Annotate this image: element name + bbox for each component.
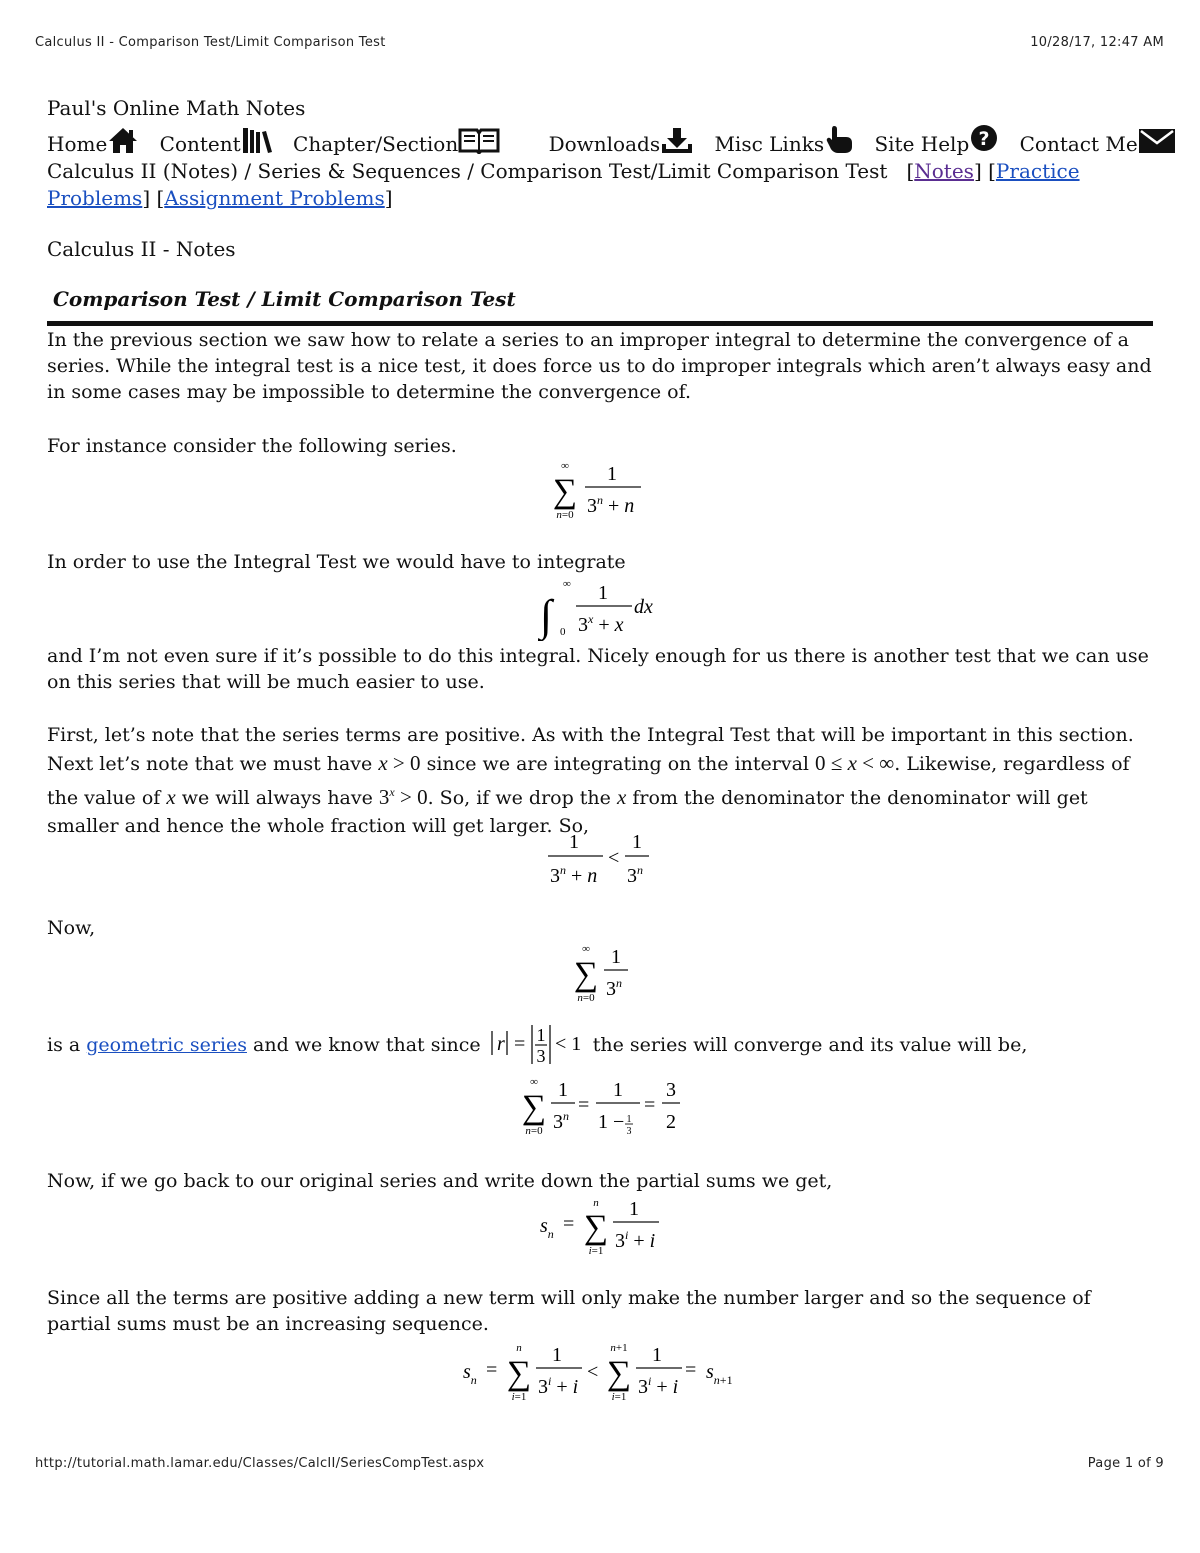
svg-text:n=0: n=0 bbox=[525, 1125, 543, 1137]
svg-text:=: = bbox=[513, 1033, 525, 1055]
books-icon bbox=[241, 126, 273, 154]
inline-math-x: x bbox=[166, 785, 176, 809]
svg-text:3: 3 bbox=[666, 1079, 676, 1101]
envelope-icon bbox=[1138, 126, 1176, 154]
svg-text:sn+1: $s_{n+1}$ bbox=[706, 1361, 733, 1387]
paragraph-integral-intro: In order to use the Integral Test we would have to integrate bbox=[47, 551, 626, 573]
equation-series bbox=[545, 458, 655, 524]
svg-text:∑: ∑ bbox=[506, 1355, 532, 1392]
svg-text:1: 1 bbox=[626, 1114, 632, 1125]
equation-increasing-partial-sums bbox=[461, 1338, 741, 1404]
svg-text:3i + i: $3^i + i$ bbox=[615, 1228, 656, 1252]
notes-link[interactable]: Notes bbox=[914, 159, 974, 183]
svg-text:dx: dx bbox=[634, 596, 653, 618]
svg-text:1: 1 bbox=[569, 831, 579, 853]
svg-text:∑: ∑ bbox=[552, 473, 578, 510]
svg-text:1: 1 bbox=[552, 1344, 562, 1366]
download-icon bbox=[660, 126, 694, 154]
svg-text:3n + n: $3^n + n$ bbox=[550, 863, 598, 887]
svg-text:<: < bbox=[608, 847, 620, 869]
paragraph-now: Now, bbox=[47, 917, 96, 939]
inline-math-x-2: x bbox=[616, 785, 627, 809]
svg-text:?: ? bbox=[978, 128, 990, 150]
pointer-hand-icon bbox=[824, 124, 854, 154]
svg-text:1: 1 bbox=[629, 1198, 639, 1220]
svg-text:n+1: n+1 bbox=[610, 1342, 628, 1354]
equation-partial-sum bbox=[538, 1194, 663, 1258]
heading-rule bbox=[47, 321, 1153, 326]
svg-text:=: = bbox=[685, 1359, 697, 1381]
svg-text:<: < bbox=[587, 1361, 599, 1383]
svg-text:∞: ∞ bbox=[530, 1076, 538, 1088]
equation-geometric-series bbox=[568, 940, 638, 1006]
svg-text:1: 1 bbox=[652, 1344, 662, 1366]
svg-text:1: 1 bbox=[536, 1025, 546, 1045]
svg-text:0: 0 bbox=[560, 626, 566, 638]
svg-text:2: 2 bbox=[666, 1111, 676, 1133]
print-timestamp: 10/28/17, 12:47 AM bbox=[1030, 35, 1164, 50]
svg-text:∞: ∞ bbox=[582, 943, 590, 955]
equation-inequality bbox=[545, 826, 657, 892]
svg-text:1 −: 1 − bbox=[598, 1111, 625, 1133]
assignment-problems-link[interactable]: Assignment Problems bbox=[164, 186, 385, 210]
svg-text:i=1: i=1 bbox=[611, 1391, 627, 1403]
svg-text:sn: $s_n$ bbox=[463, 1361, 477, 1387]
print-url: http://tutorial.math.lamar.edu/Classes/CalcII/SeriesCompTest.aspx bbox=[35, 1456, 485, 1471]
print-page-number: Page 1 of 9 bbox=[1087, 1456, 1164, 1471]
svg-text:1: 1 bbox=[607, 463, 617, 485]
svg-text:3: 3 bbox=[626, 1126, 632, 1137]
page-title: Comparison Test / Limit Comparison Test bbox=[53, 287, 516, 311]
svg-text:∞: ∞ bbox=[561, 460, 569, 472]
home-icon bbox=[107, 126, 139, 154]
nav-downloads[interactable]: Downloads bbox=[549, 126, 695, 161]
svg-text:∑: ∑ bbox=[583, 1209, 609, 1246]
equation-geometric-value bbox=[516, 1071, 686, 1139]
svg-text:n=0: n=0 bbox=[577, 992, 595, 1004]
inline-math-ratio bbox=[489, 1025, 585, 1065]
svg-text:=: = bbox=[486, 1359, 498, 1381]
question-icon bbox=[969, 124, 999, 154]
breadcrumb: Calculus II (Notes) / Series & Sequences / Comparison Test/Limit Comparison Test [Notes] [Practice Problems] [Assignment Problems] bbox=[47, 159, 1080, 210]
equation-integral bbox=[538, 575, 668, 641]
svg-text:3n: 3$^n$ bbox=[553, 1109, 569, 1133]
svg-text:3: 3 bbox=[536, 1046, 546, 1065]
site-name: Paul's Online Math Notes bbox=[47, 96, 306, 120]
svg-text:3i + i: $3^i + i$ bbox=[638, 1374, 679, 1398]
nav-home[interactable]: Home bbox=[47, 126, 139, 161]
nav-contact-me[interactable]: Contact Me bbox=[1020, 126, 1176, 161]
print-page-title: Calculus II - Comparison Test/Limit Comparison Test bbox=[35, 35, 386, 50]
svg-text:=: = bbox=[578, 1094, 590, 1116]
svg-text:n: n bbox=[516, 1342, 522, 1354]
paragraph-example-intro: For instance consider the following series. bbox=[47, 435, 457, 457]
svg-text:1: 1 bbox=[613, 1079, 623, 1101]
svg-text:r: r bbox=[496, 1033, 505, 1055]
svg-text:i=1: i=1 bbox=[511, 1391, 527, 1403]
svg-text:n=0: n=0 bbox=[556, 509, 574, 521]
nav-content[interactable]: Content bbox=[160, 126, 273, 161]
inline-math-3x-gt-0: $3^x > 0$ bbox=[378, 785, 428, 809]
svg-text:3n + n: $3^n + n$ bbox=[587, 493, 635, 517]
paragraph-integral-difficulty: and I’m not even sure if it’s possible to do this integral. Nicely enough for us there is another test that we can use on this series that will be much easier to use. bbox=[47, 645, 1149, 693]
paragraph-comparison-reasoning: First, let’s note that the series terms are positive. As with the Integral Test that will be important in this section. Next let’s note that we must have x > 0 since we are integrating on the interval 0 ≤ x < ∞. Likewise, regardless of the value of x we will always have $3^x > 0$. So, if we drop the x from the denominator the denominator will get smaller and hence the whole fraction will get larger. So, bbox=[47, 724, 1134, 837]
nav-misc-links[interactable]: Misc Links bbox=[714, 124, 854, 161]
geometric-series-link[interactable]: geometric series bbox=[86, 1034, 247, 1056]
paragraph-increasing: Since all the terms are positive adding a new term will only make the number larger and so the sequence of partial sums must be an increasing sequence. bbox=[47, 1287, 1091, 1335]
inline-math-interval: 0 ≤ x < ∞ bbox=[815, 751, 895, 775]
svg-text:∑: ∑ bbox=[606, 1355, 632, 1392]
paragraph-intro: In the previous section we saw how to relate a series to an improper integral to determine the convergence of a series. While the integral test is a nice test, it does force us to do improper integrals which aren’t always easy and in some cases may be impossible to determine the convergence of. bbox=[47, 329, 1152, 403]
svg-text:1: 1 bbox=[598, 582, 608, 604]
svg-text:∑: ∑ bbox=[521, 1089, 547, 1126]
nav-chapter-section[interactable]: Chapter/Section bbox=[293, 126, 500, 161]
svg-text:∫: ∫ bbox=[540, 591, 553, 640]
svg-text:i=1: i=1 bbox=[588, 1245, 604, 1257]
svg-text:=: = bbox=[644, 1094, 656, 1116]
paragraph-geometric: is a geometric series and we know that since r = 1 3 < 1 the series will converge and its value will be, bbox=[47, 1025, 1028, 1065]
nav-site-help[interactable]: Site Help ? bbox=[874, 124, 999, 161]
svg-text:∞: ∞ bbox=[563, 578, 571, 590]
svg-text:< 1: < 1 bbox=[554, 1033, 581, 1055]
inline-math-x-gt-0: x > 0 bbox=[378, 751, 421, 775]
main-nav bbox=[47, 124, 1190, 161]
svg-text:3n: 3$^n$ bbox=[627, 863, 643, 887]
section-label: Calculus II - Notes bbox=[47, 237, 236, 261]
svg-text:n: n bbox=[593, 1197, 599, 1209]
svg-text:1: 1 bbox=[611, 946, 621, 968]
svg-text:sn: $s_n$ bbox=[540, 1215, 554, 1241]
paragraph-partial-sums: Now, if we go back to our original series and write down the partial sums we get, bbox=[47, 1170, 833, 1192]
svg-text:=: = bbox=[563, 1213, 575, 1235]
practice-problems-link[interactable]: Practice Problems bbox=[47, 159, 1080, 210]
open-book-icon bbox=[458, 126, 500, 154]
svg-text:∑: ∑ bbox=[573, 956, 599, 993]
svg-text:3x + x: $3^x + x$ bbox=[578, 612, 624, 636]
svg-text:1: 1 bbox=[632, 831, 642, 853]
breadcrumb-path: Calculus II (Notes) / Series & Sequences / Comparison Test/Limit Comparison Test bbox=[47, 159, 888, 183]
svg-text:3i + i: $3^i + i$ bbox=[538, 1374, 579, 1398]
svg-text:3n: 3$^n$ bbox=[606, 976, 622, 1000]
svg-text:1: 1 bbox=[558, 1079, 568, 1101]
